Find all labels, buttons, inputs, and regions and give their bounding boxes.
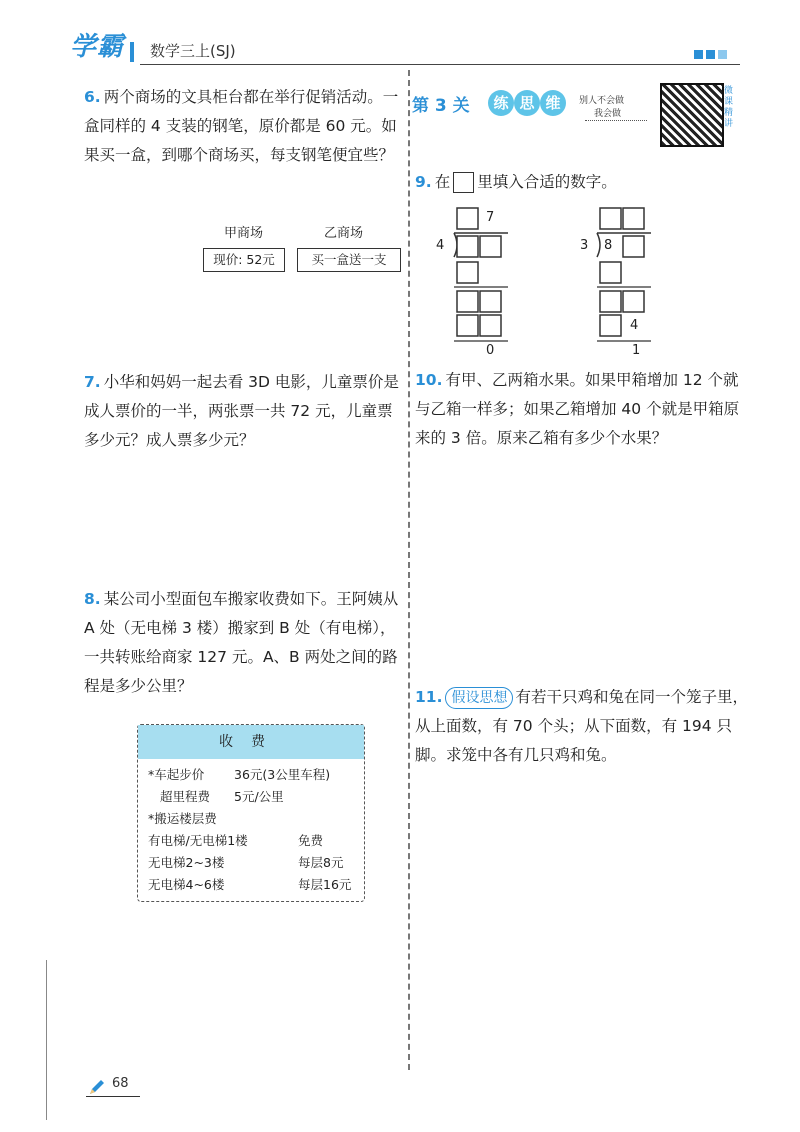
division-bracket	[597, 233, 600, 257]
remainder: 1	[632, 343, 641, 358]
page-underline	[86, 1096, 140, 1097]
margin-line	[46, 960, 47, 1120]
slogan-arrow	[585, 120, 647, 121]
slogan-line-1: 别人不会做	[579, 96, 625, 106]
remainder: 0	[486, 343, 495, 358]
fee-row-label: 超里程费	[160, 789, 211, 804]
header-square-icon	[706, 50, 715, 59]
question-8	[84, 585, 404, 701]
fee-row-label: *车起步价	[148, 767, 205, 782]
answer-box[interactable]	[480, 236, 501, 257]
partial-digit: 4	[630, 318, 639, 333]
divisor: 3	[580, 238, 589, 253]
slogan-line-2: 我会做	[594, 109, 622, 119]
header-square-icon	[718, 50, 727, 59]
answer-box[interactable]	[457, 236, 478, 257]
fee-row-value: 免费	[298, 833, 324, 848]
fee-row-value: 每层16元	[298, 877, 352, 892]
answer-box[interactable]	[457, 291, 478, 312]
answer-box[interactable]	[623, 291, 644, 312]
fee-row-label: 无电梯4~6楼	[148, 877, 225, 892]
column-divider	[408, 70, 410, 1070]
store-a-label: 甲商场	[224, 226, 264, 241]
long-division-1	[430, 205, 530, 365]
qr-label: 微课精讲	[724, 86, 734, 129]
long-division-2	[575, 205, 675, 365]
question-number: 8.	[84, 590, 101, 608]
answer-box[interactable]	[457, 315, 478, 336]
pencil-icon	[88, 1078, 106, 1096]
level-char: 维	[540, 90, 566, 116]
answer-box[interactable]	[600, 262, 621, 283]
question-6	[84, 83, 404, 170]
question-number: 9.	[415, 173, 432, 191]
question-number: 11.	[415, 688, 443, 706]
dividend-digit: 8	[604, 238, 613, 253]
question-text: 有若干只鸡和兔在同一个笼子里，从上面数，有 70 个头；从下面数，有 194 只脚。求笼中各有几只鸡和兔。	[415, 688, 748, 764]
answer-box[interactable]	[457, 262, 478, 283]
fee-row-label: 有电梯/无电梯1楼	[148, 833, 248, 848]
fee-table-title: 收费	[138, 725, 364, 759]
question-text: 两个商场的文具柜台都在举行促销活动。一盒同样的 4 支装的钢笔，原价都是 60 元。如果买一盒，到哪个商场买，每支钢笔便宜些？	[84, 88, 399, 164]
qr-code-icon[interactable]	[660, 83, 724, 147]
question-9	[415, 168, 755, 197]
question-7	[84, 368, 404, 455]
answer-box[interactable]	[600, 291, 621, 312]
level-char: 思	[514, 90, 540, 116]
answer-box[interactable]	[600, 315, 621, 336]
fee-row-label: *搬运楼层费	[148, 811, 217, 826]
store-a-offer: 现价: 52元	[203, 248, 285, 272]
question-number: 6.	[84, 88, 101, 106]
answer-box[interactable]	[623, 236, 644, 257]
brand-logo: 学霸	[70, 32, 125, 62]
header-square-icon	[694, 50, 703, 59]
question-text: 某公司小型面包车搬家收费如下。王阿姨从 A 处（无电梯 3 楼）搬家到 B 处（有电梯），一共转账给商家 127 元。A、B 两处之间的路程是多少公里？	[84, 590, 399, 695]
answer-box[interactable]	[457, 208, 478, 229]
question-text-before: 在	[434, 173, 451, 191]
fee-row-value: 36元(3公里车程)	[234, 767, 331, 782]
fee-row-label: 无电梯2~3楼	[148, 855, 225, 870]
quotient-digit: 7	[486, 210, 495, 225]
divisor: 4	[436, 238, 445, 253]
store-b-offer: 买一盒送一支	[297, 248, 401, 272]
store-b-label: 乙商场	[324, 226, 364, 241]
header-divider-bar	[130, 42, 134, 62]
method-tag: 假设思想	[445, 687, 513, 709]
question-text: 小华和妈妈一起去看 3D 电影，儿童票价是成人票价的一半，两张票一共 72 元，儿童票多少元？成人票多少元？	[84, 373, 399, 449]
answer-box[interactable]	[480, 315, 501, 336]
answer-box[interactable]	[480, 291, 501, 312]
fee-table	[137, 724, 365, 902]
question-number: 7.	[84, 373, 101, 391]
question-10	[415, 366, 745, 453]
answer-box-icon	[453, 172, 474, 193]
subject-title: 数学三上(SJ)	[150, 42, 236, 60]
level-char: 练	[488, 90, 514, 116]
answer-box[interactable]	[600, 208, 621, 229]
question-number: 10.	[415, 371, 443, 389]
question-text: 有甲、乙两箱水果。如果甲箱增加 12 个就与乙箱一样多；如果乙箱增加 40 个就是甲箱原来的 3 倍。原来乙箱有多少个水果？	[415, 371, 740, 447]
answer-box[interactable]	[623, 208, 644, 229]
page-number: 68	[112, 1076, 129, 1091]
header-rule	[140, 64, 740, 65]
question-11	[415, 683, 750, 770]
fee-row-value: 每层8元	[298, 855, 344, 870]
fee-row-value: 5元/公里	[234, 789, 284, 804]
level-title: 第 3 关	[412, 96, 470, 116]
question-text-after: 里填入合适的数字。	[477, 173, 617, 191]
